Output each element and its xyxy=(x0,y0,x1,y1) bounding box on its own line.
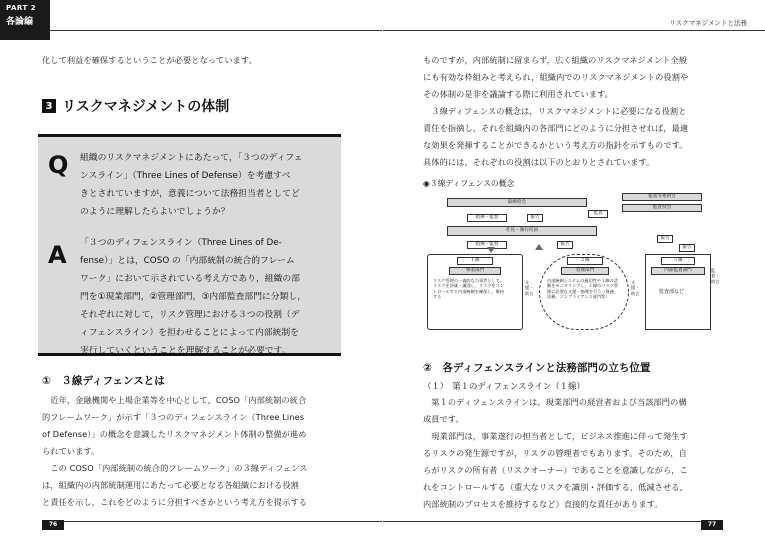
page-number: 76 xyxy=(42,520,64,530)
answer-line: 実行していくということを理解することが必要です。 xyxy=(80,346,291,356)
answer-line: ワーク」において示されている考え方であり，組織の部 xyxy=(80,274,300,284)
president-box: 社長・執行役員 xyxy=(447,226,597,236)
board-box: 取締役会 xyxy=(447,198,587,207)
support-label-2: 支援・助言 xyxy=(631,280,640,296)
diagram-caption: ◉３線ディフェンスの概念 xyxy=(423,179,515,188)
sub1-title: （１） 第１のディフェンスライン（１線） xyxy=(423,381,585,391)
dept1-text: リスク管理の一義的な当事者として，リスクを評価・識別し，リスクをコントロールする内部統制を確保し，維持する xyxy=(433,278,505,300)
body-line: 現業部門は，事業遂行の担当者として，ビジネス推進に伴って発生す xyxy=(423,431,688,441)
part-name: 各論編 xyxy=(6,17,34,27)
body-line: 責任を指摘し，それを組織内の各部門にどのように分担させれば，最適 xyxy=(423,123,689,133)
body-line: 的フレームワーク」が示す「３つのディフェンスライン（Three Lines xyxy=(42,412,305,422)
body-line: その体制の是非を議論する際に利用されています。 xyxy=(423,89,613,99)
body-line: は，組織内の内部統制運用にあたって必要となる各組織における役割 xyxy=(42,480,299,490)
subsection-title: ① ３線ディフェンスとは xyxy=(42,375,165,387)
qa-box xyxy=(38,134,341,356)
right-page xyxy=(383,0,765,548)
part-label: PART 2 xyxy=(6,4,37,12)
dept2-text: 内部統制システムの適切性や１線の活動をモニタリングし，１線のリスク管理に必要な支援・指導を行う（財務，法務，コンプライアンス部門等） xyxy=(547,278,619,300)
report-label-2: 報告 xyxy=(657,235,673,243)
audit-committee-box: 監査等委員会 xyxy=(622,193,702,201)
question-line: きとされていますが，意義について法務担当者としてど xyxy=(80,189,300,199)
answer-line: 「３つのディフェンスライン（Three Lines of De- xyxy=(80,238,282,248)
question-line: のように理解したらよいでしょうか？ xyxy=(80,207,230,217)
body-line: と責任を示し，これをどのように分担すべきかという考え方を提示する xyxy=(42,497,308,507)
supervise-label: 指揮・監督 xyxy=(467,214,507,222)
body-line: られています。 xyxy=(42,446,100,456)
support-label: 支援・助言 xyxy=(525,280,534,296)
body-line: な効果を発揮することができるかという考え方の指針を示すものです。 xyxy=(423,140,688,150)
audit-board-box: 監査役会 xyxy=(622,204,702,212)
body-line: 第１のディフェンスラインは，現業部門の経営者および当該部門の構 xyxy=(423,397,687,407)
right-top-text xyxy=(423,52,688,171)
header-rule xyxy=(50,30,382,31)
dept3-box: 内部監査部門 xyxy=(651,267,705,275)
dept2-box: 管理部門 xyxy=(561,267,609,275)
question-text xyxy=(80,149,303,221)
body-line: 具体的には，それぞれの役割は以下のとおりとされています。 xyxy=(423,157,655,167)
body-line: この COSO「内部統制の統合的フレームワーク」の３線ディフェンス xyxy=(42,463,308,473)
line2-label: ２線 xyxy=(567,257,603,265)
section2-title: ② 各ディフェンスラインと法務部門の立ち位置 xyxy=(423,362,651,374)
answer-text xyxy=(80,234,306,360)
report-label-4: 報告 xyxy=(679,244,695,252)
body-line: れをコントロールする（重大なリスクを識別・評価する，低減させる， xyxy=(423,482,688,492)
audit-label: 監査 xyxy=(588,210,608,218)
left-body xyxy=(42,392,308,511)
answer-line: それぞれに対して，リスク管理における３つの役割（デ xyxy=(80,310,300,320)
dept3-text: 監査部など xyxy=(659,289,685,295)
q-letter: Q xyxy=(48,151,69,179)
question-line: 組織のリスクマネジメントにあたって，「３つのディフェ xyxy=(80,153,303,163)
body-line: ものですが，内部統制に留まらず，広く組織のリスクマネジメント全般 xyxy=(423,55,688,65)
arrow-down-icon xyxy=(487,247,495,253)
body-line: of Defense）」の概念を意識したリスクマネジメント体制の整備が進め xyxy=(42,429,307,439)
part-tab xyxy=(0,0,50,40)
body-line: 内部統制のプロセスを維持するなど）直接的な責任があります。 xyxy=(423,499,663,509)
page-number: 77 xyxy=(701,520,723,530)
header-rule xyxy=(383,30,765,31)
report-label-3: 報告 xyxy=(557,241,573,249)
body-line: 成員です。 xyxy=(423,414,464,424)
section-number: 3 xyxy=(42,99,56,113)
body-line: るリスクの発生源ですが，リスクの管理者でもあります。そのため，自 xyxy=(423,448,687,458)
answer-line: 門を①現業部門，②管理部門，③内部監査部門に分類し， xyxy=(80,292,306,302)
a-letter: A xyxy=(48,241,67,269)
dept1-box: 事業部門 xyxy=(449,267,501,275)
body-line: にも有効な枠組みと考えられ，組織内でのリスクマネジメントの役割や xyxy=(423,72,689,82)
section-title: リスクマネジメントの体制 xyxy=(62,99,230,115)
question-line: ンスライン」（Three Lines of Defense）を考慮すべ xyxy=(80,171,291,181)
line1-label: １線 xyxy=(457,257,493,265)
arrow-up-icon xyxy=(535,244,543,250)
line3-label: ３線 xyxy=(661,257,695,265)
answer-line: ィフェンスライン）を担わせることによって内部統制を xyxy=(80,328,299,338)
audit-label-2: 監査・助言 xyxy=(711,268,720,284)
left-page xyxy=(0,0,382,548)
footer-rule xyxy=(42,521,382,522)
section-heading xyxy=(42,96,229,116)
footer-rule xyxy=(383,521,723,522)
report-label: 報告 xyxy=(527,214,543,222)
body-line: ３線ディフェンスの概念は，リスクマネジメントに必要になる役割と xyxy=(423,106,687,116)
right-bottom-text xyxy=(423,394,688,513)
body-line: 近年，金融機関や上場企業等を中心として，COSO「内部統制の統合 xyxy=(42,395,307,405)
body-line: らがリスクの所有者（リスクオーナー）であることを意識しながら，こ xyxy=(423,465,688,475)
supervise-label-2: 指揮・監督 xyxy=(467,241,507,249)
running-head: リスクマネジメントと法務 xyxy=(669,19,747,27)
three-lines-diagram xyxy=(427,190,720,338)
intro-line: 化して利益を確保するということが必要となっています。 xyxy=(42,55,257,65)
answer-line: fense）」とは，COSO の「内部統制の統合的フレーム xyxy=(80,256,295,266)
